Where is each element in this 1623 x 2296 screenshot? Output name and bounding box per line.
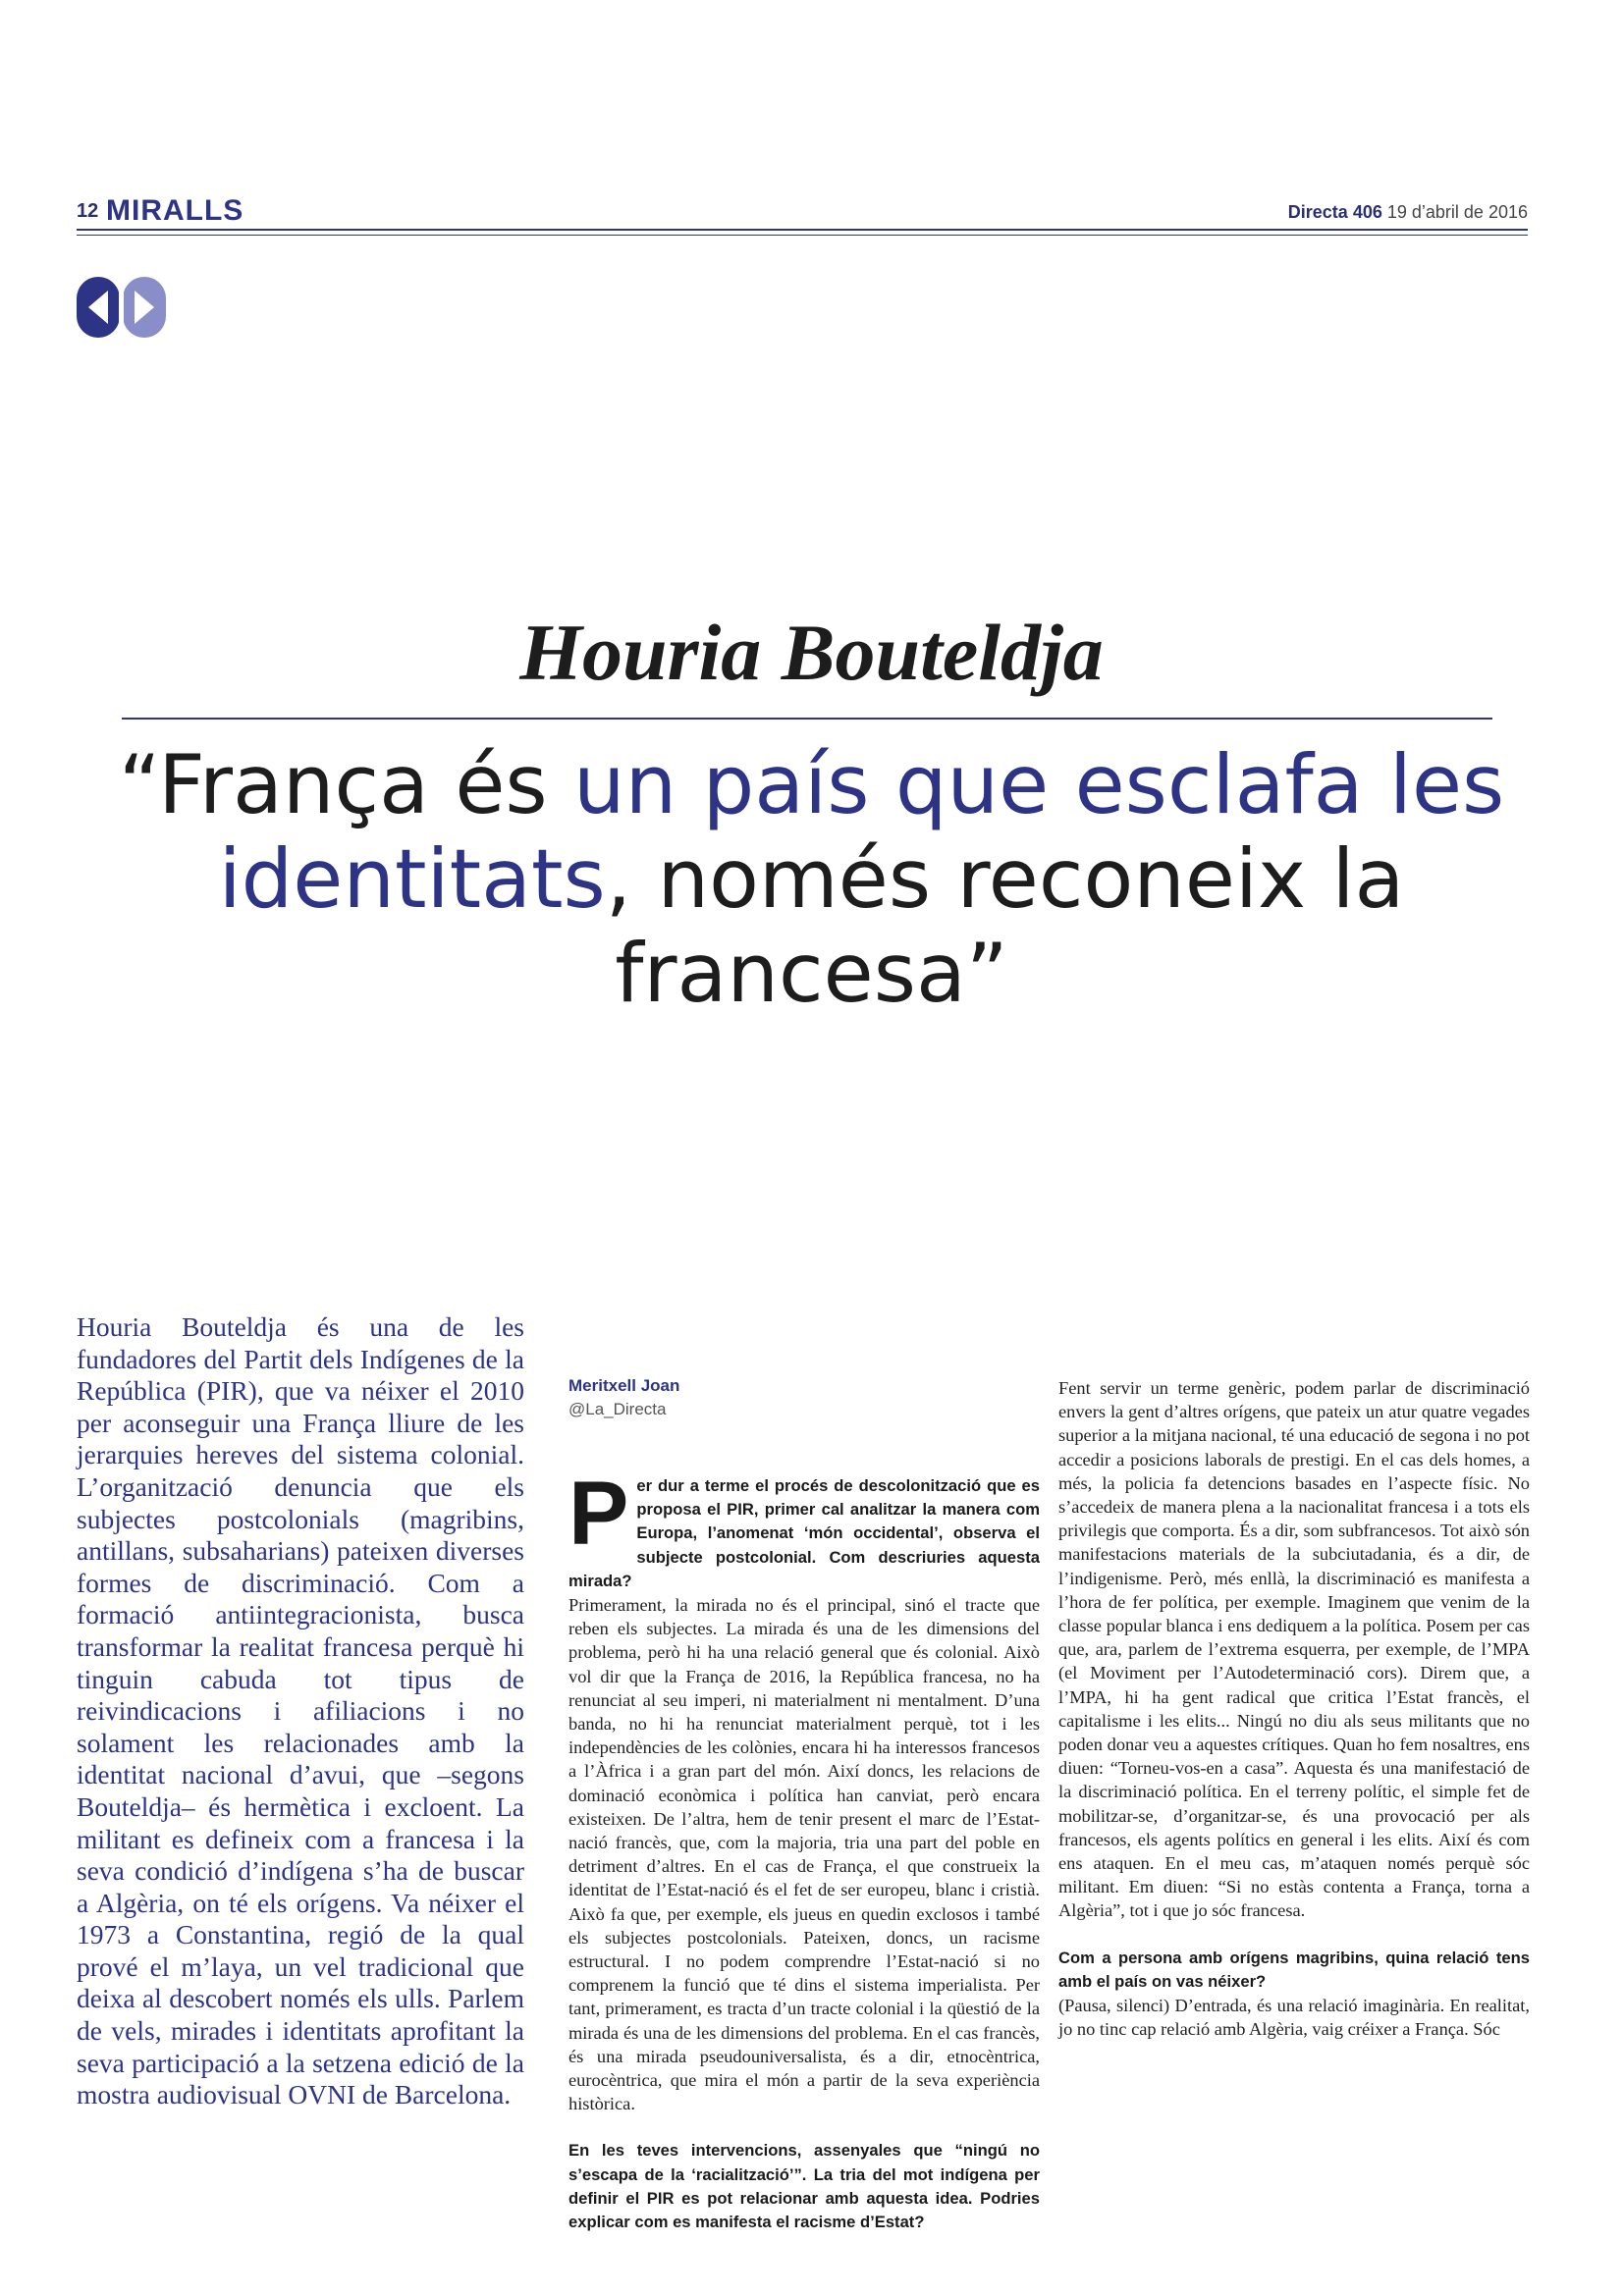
- question-1: er dur a terme el procés de descolonització que es proposa el PIR, primer cal analitzar la manera com Europa, l’anomenat ‘món occidental’, observa el subjecte postcolonial. Com descriuries aquesta mirada?: [568, 1476, 1040, 1590]
- answer-1: Primerament, la mirada no és el principal, sinó el tracte que reben els subjectes. La mirada és una de les dimensions del problema, però hi ha una relació general que és colonial. Això vol dir que la França de 2016, la República francesa, no ha renunciat al seu imperi, ni materialment ni mentalment. D’una banda, no hi ha renunciat materialment perquè, tot i les independències de les colònies, encara hi ha interessos francesos a l’Àfrica i a gran part del món. Així doncs, les relacions de dominació econòmica i política han canviat, però encara existeixen. De l’altra, hem de tenir present el marc de l’Estat-nació francès, que, com la majoria, tria una part del poble en detriment d’altres. En el cas de França, el que construeix la identitat de l’Estat-nació és el fet de ser europeu, blanc i cristià. Això fa que, per exemple, els jueus en quedin exclosos i també els subjectes postcolonials. Pateixen, doncs, un racisme estructural. I no podem comprendre l’Estat-nació si no comprenem la funció que té dins el sistema imperialista. Per tant, primerament, es tracta d’un tracte colonial i la qüestió de la mirada és una de les dimensions del problema. En el cas francès, és una mirada pseudouniversalista, és a dir, etnocèntrica, eurocèntrica, que mira el món a partir de la seva experiència històrica.: [568, 1595, 1040, 2114]
- question-3: Com a persona amb orígens magribins, quina relació tens amb el país on vas néixer?: [1058, 1948, 1530, 1991]
- body-column-3: [1058, 1376, 1530, 2041]
- author-name: Meritxell Joan: [568, 1376, 680, 1395]
- question-2: En les teves intervencions, assenyales que “ningú no s’escapa de la ‘racialització’”. La tria del mot indígena per definir el PIR es pot relacionar amb aquesta idea. Podries explicar com es manifesta el racisme d’Estat?: [568, 2141, 1040, 2232]
- headline: [98, 738, 1525, 1021]
- headline-close: , només reconeix la francesa”: [605, 831, 1405, 1021]
- header-rule: [77, 229, 1528, 231]
- headline-open: “França és: [118, 737, 574, 832]
- issue-date: 19 d’abril de 2016: [1386, 202, 1528, 222]
- page-header: [77, 194, 1528, 228]
- lead-paragraph: Houria Bouteldja és una de les fundadores del Partit dels Indígenes de la República (PIR), que va néixer el 2010 per aconseguir una França lliure de les jerarquies hereves del sistema colonial. L’organització denuncia que els subjectes postcolonials (magribins, antillans, subsaharians) pateixen diverses formes de discriminació. Com a formació antiintegracionista, busca transformar la realitat francesa perquè hi tinguin cabuda tot tipus de reivindicacions i afiliacions i no solament les relacionades amb la identitat nacional d’avui, que –segons Bouteldja– és hermètica i excloent. La militant es defineix com a francesa i la seva condició d’indígena s’ha de buscar a Algèria, on té els orígens. Va néixer el 1973 a Constantina, regió de la qual prové el m’laya, un vel tradicional que deixa al descobert només els ulls. Parlem de vels, mirades i identitats aprofitant la seva participació a la setzena edició de la mostra audiovisual OVNI de Barcelona.: [77, 1311, 524, 2110]
- title-rule: [122, 718, 1492, 720]
- header-rule-thin: [77, 235, 1528, 236]
- interviewee-name: Houria Bouteldja: [519, 608, 1104, 697]
- publication-name: Directa 406: [1287, 202, 1382, 222]
- byline: [568, 1376, 1040, 1419]
- answer-2: Fent servir un terme genèric, podem parlar de discriminació envers la gent d’altres orígens, que pateix un atur quatre vegades superior a la mitjana nacional, té una educació de segona i no pot accedir a posicions laborals de prestigi. En el cas dels homes, a més, la policia fa detencions basades en l’aspecte físic. No s’accedeix de manera plena a la nacionalitat francesa i a tots els privilegis que comporta. És a dir, som subfrancesos. Tot això són manifestacions materials de la subciutadania, és a dir, de l’indigenisme. Però, més enllà, la discriminació es manifesta a l’hora de fer política, per exemple. Imaginem que venim de la classe popular blanca i ens dediquem a la política. Posem per cas que, ara, parlem de l’extrema esquerra, per exemple, de l’MPA (el Moviment per l’Autodeterminació cors). Direm que, a l’MPA, hi ha gent radical que critica l’Estat francès, el capitalisme i les elits... Ningú no diu als seus militants que no poden donar veu a aquestes crítiques. Quan ho fem nosaltres, ens diuen: “Torneu-vos-en a casa”. Aquesta és una manifestació de la discriminació política. En el terreny polític, el simple fet de mobilitzar-se, d’organitzar-se, és una provocació per als francesos, els agents polítics en general i les elits. Així és com ens ataquen. En el meu cas, m’ataquen només perquè sóc militant. Em diuen: “Si no estàs contenta a França, torna a Algèria”, tot i que jo sóc francesa.: [1058, 1378, 1530, 1921]
- author-handle: @La_Directa: [568, 1400, 667, 1418]
- publication-info: [1288, 202, 1528, 223]
- drop-cap: P: [568, 1464, 629, 1564]
- headline-highlight: un país que esclafa les identitats: [218, 737, 1505, 927]
- answer-3: (Pausa, silenci) D’entrada, és una relació imaginària. En realitat, jo no tinc cap relació amb Algèria, vaig créixer a França. Sóc: [1058, 1996, 1530, 2040]
- body-column-2: [568, 1464, 1040, 2234]
- prev-next-arrows-icon: [77, 273, 167, 344]
- section-title: MIRALLS: [106, 194, 244, 227]
- page-number: 12: [77, 200, 99, 222]
